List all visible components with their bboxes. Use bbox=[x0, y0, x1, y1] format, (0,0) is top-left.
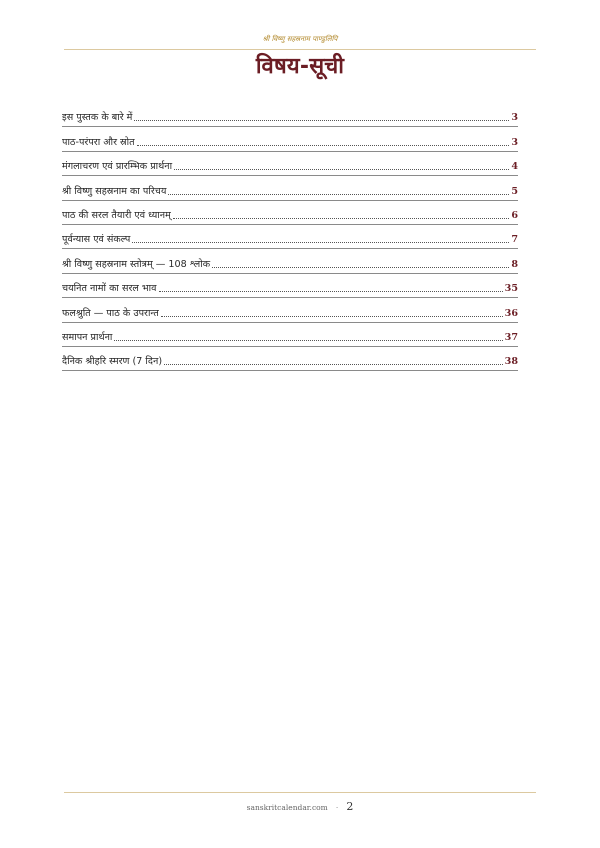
toc-entry[interactable] bbox=[62, 176, 518, 200]
toc-entry-label: श्री विष्णु सहस्रनाम स्तोत्रम् — 108 श्लोक bbox=[62, 258, 211, 270]
footer-site[interactable]: sanskritcalendar.com bbox=[246, 803, 328, 812]
footer-separator: · bbox=[335, 803, 339, 812]
toc-leader-dots bbox=[164, 364, 503, 365]
toc-entry-page: 3 bbox=[511, 112, 518, 124]
footer-rule bbox=[64, 792, 536, 793]
toc-entry-page: 4 bbox=[511, 161, 518, 173]
toc-leader-dots bbox=[212, 267, 509, 268]
toc-entry-label: समापन प्रार्थना bbox=[62, 331, 113, 343]
toc-entry[interactable] bbox=[62, 152, 518, 176]
toc-entry-label: फलश्रुति — पाठ के उपरान्त bbox=[62, 307, 159, 319]
page-footer bbox=[0, 795, 600, 814]
toc-leader-dots bbox=[132, 242, 509, 243]
toc-leader-dots bbox=[168, 194, 509, 195]
toc-leader-dots bbox=[134, 120, 509, 121]
toc-entry-label: श्री विष्णु सहस्रनाम का परिचय bbox=[62, 185, 167, 197]
toc-entry-label: पाठ-परंपरा और स्रोत bbox=[62, 136, 135, 148]
toc-entry-page: 37 bbox=[504, 331, 518, 343]
toc-entry-label: चयनित नामों का सरल भाव bbox=[62, 283, 157, 295]
toc-entry-page: 6 bbox=[511, 209, 518, 221]
toc-entry-page: 3 bbox=[511, 136, 518, 148]
page-title: विषय-सूची bbox=[255, 54, 345, 79]
toc-leader-dots bbox=[137, 145, 510, 146]
running-header: श्री विष्णु सहस्रनाम पाण्डुलिपि bbox=[262, 35, 338, 43]
toc-entry-page: 5 bbox=[511, 185, 518, 197]
toc-leader-dots bbox=[114, 340, 502, 341]
toc-leader-dots bbox=[174, 169, 509, 170]
toc-entry[interactable] bbox=[62, 249, 518, 273]
toc-entry[interactable] bbox=[62, 347, 518, 371]
toc-entry[interactable] bbox=[62, 323, 518, 347]
toc-entry-page: 36 bbox=[504, 307, 518, 319]
toc-entry-page: 35 bbox=[504, 283, 518, 295]
table-of-contents bbox=[62, 103, 518, 371]
toc-entry-label: पूर्वन्यास एवं संकल्प bbox=[62, 234, 131, 246]
toc-entry[interactable] bbox=[62, 225, 518, 249]
toc-entry[interactable] bbox=[62, 274, 518, 298]
toc-leader-dots bbox=[159, 291, 503, 292]
toc-entry-label: इस पुस्तक के बारे में bbox=[62, 112, 133, 124]
toc-leader-dots bbox=[173, 218, 510, 219]
toc-entry-label: मंगलाचरण एवं प्रारम्भिक प्रार्थना bbox=[62, 161, 173, 173]
toc-entry-page: 7 bbox=[511, 234, 518, 246]
toc-entry-label: दैनिक श्रीहरि स्मरण (7 दिन) bbox=[62, 356, 163, 368]
toc-entry-page: 38 bbox=[504, 356, 518, 368]
toc-leader-dots bbox=[161, 316, 503, 317]
toc-entry[interactable] bbox=[62, 127, 518, 151]
toc-entry-label: पाठ की सरल तैयारी एवं ध्यानम् bbox=[62, 209, 171, 221]
toc-entry[interactable] bbox=[62, 201, 518, 225]
toc-entry[interactable] bbox=[62, 103, 518, 127]
toc-entry-page: 8 bbox=[511, 258, 518, 270]
page-number: 2 bbox=[346, 800, 354, 813]
toc-entry[interactable] bbox=[62, 298, 518, 322]
